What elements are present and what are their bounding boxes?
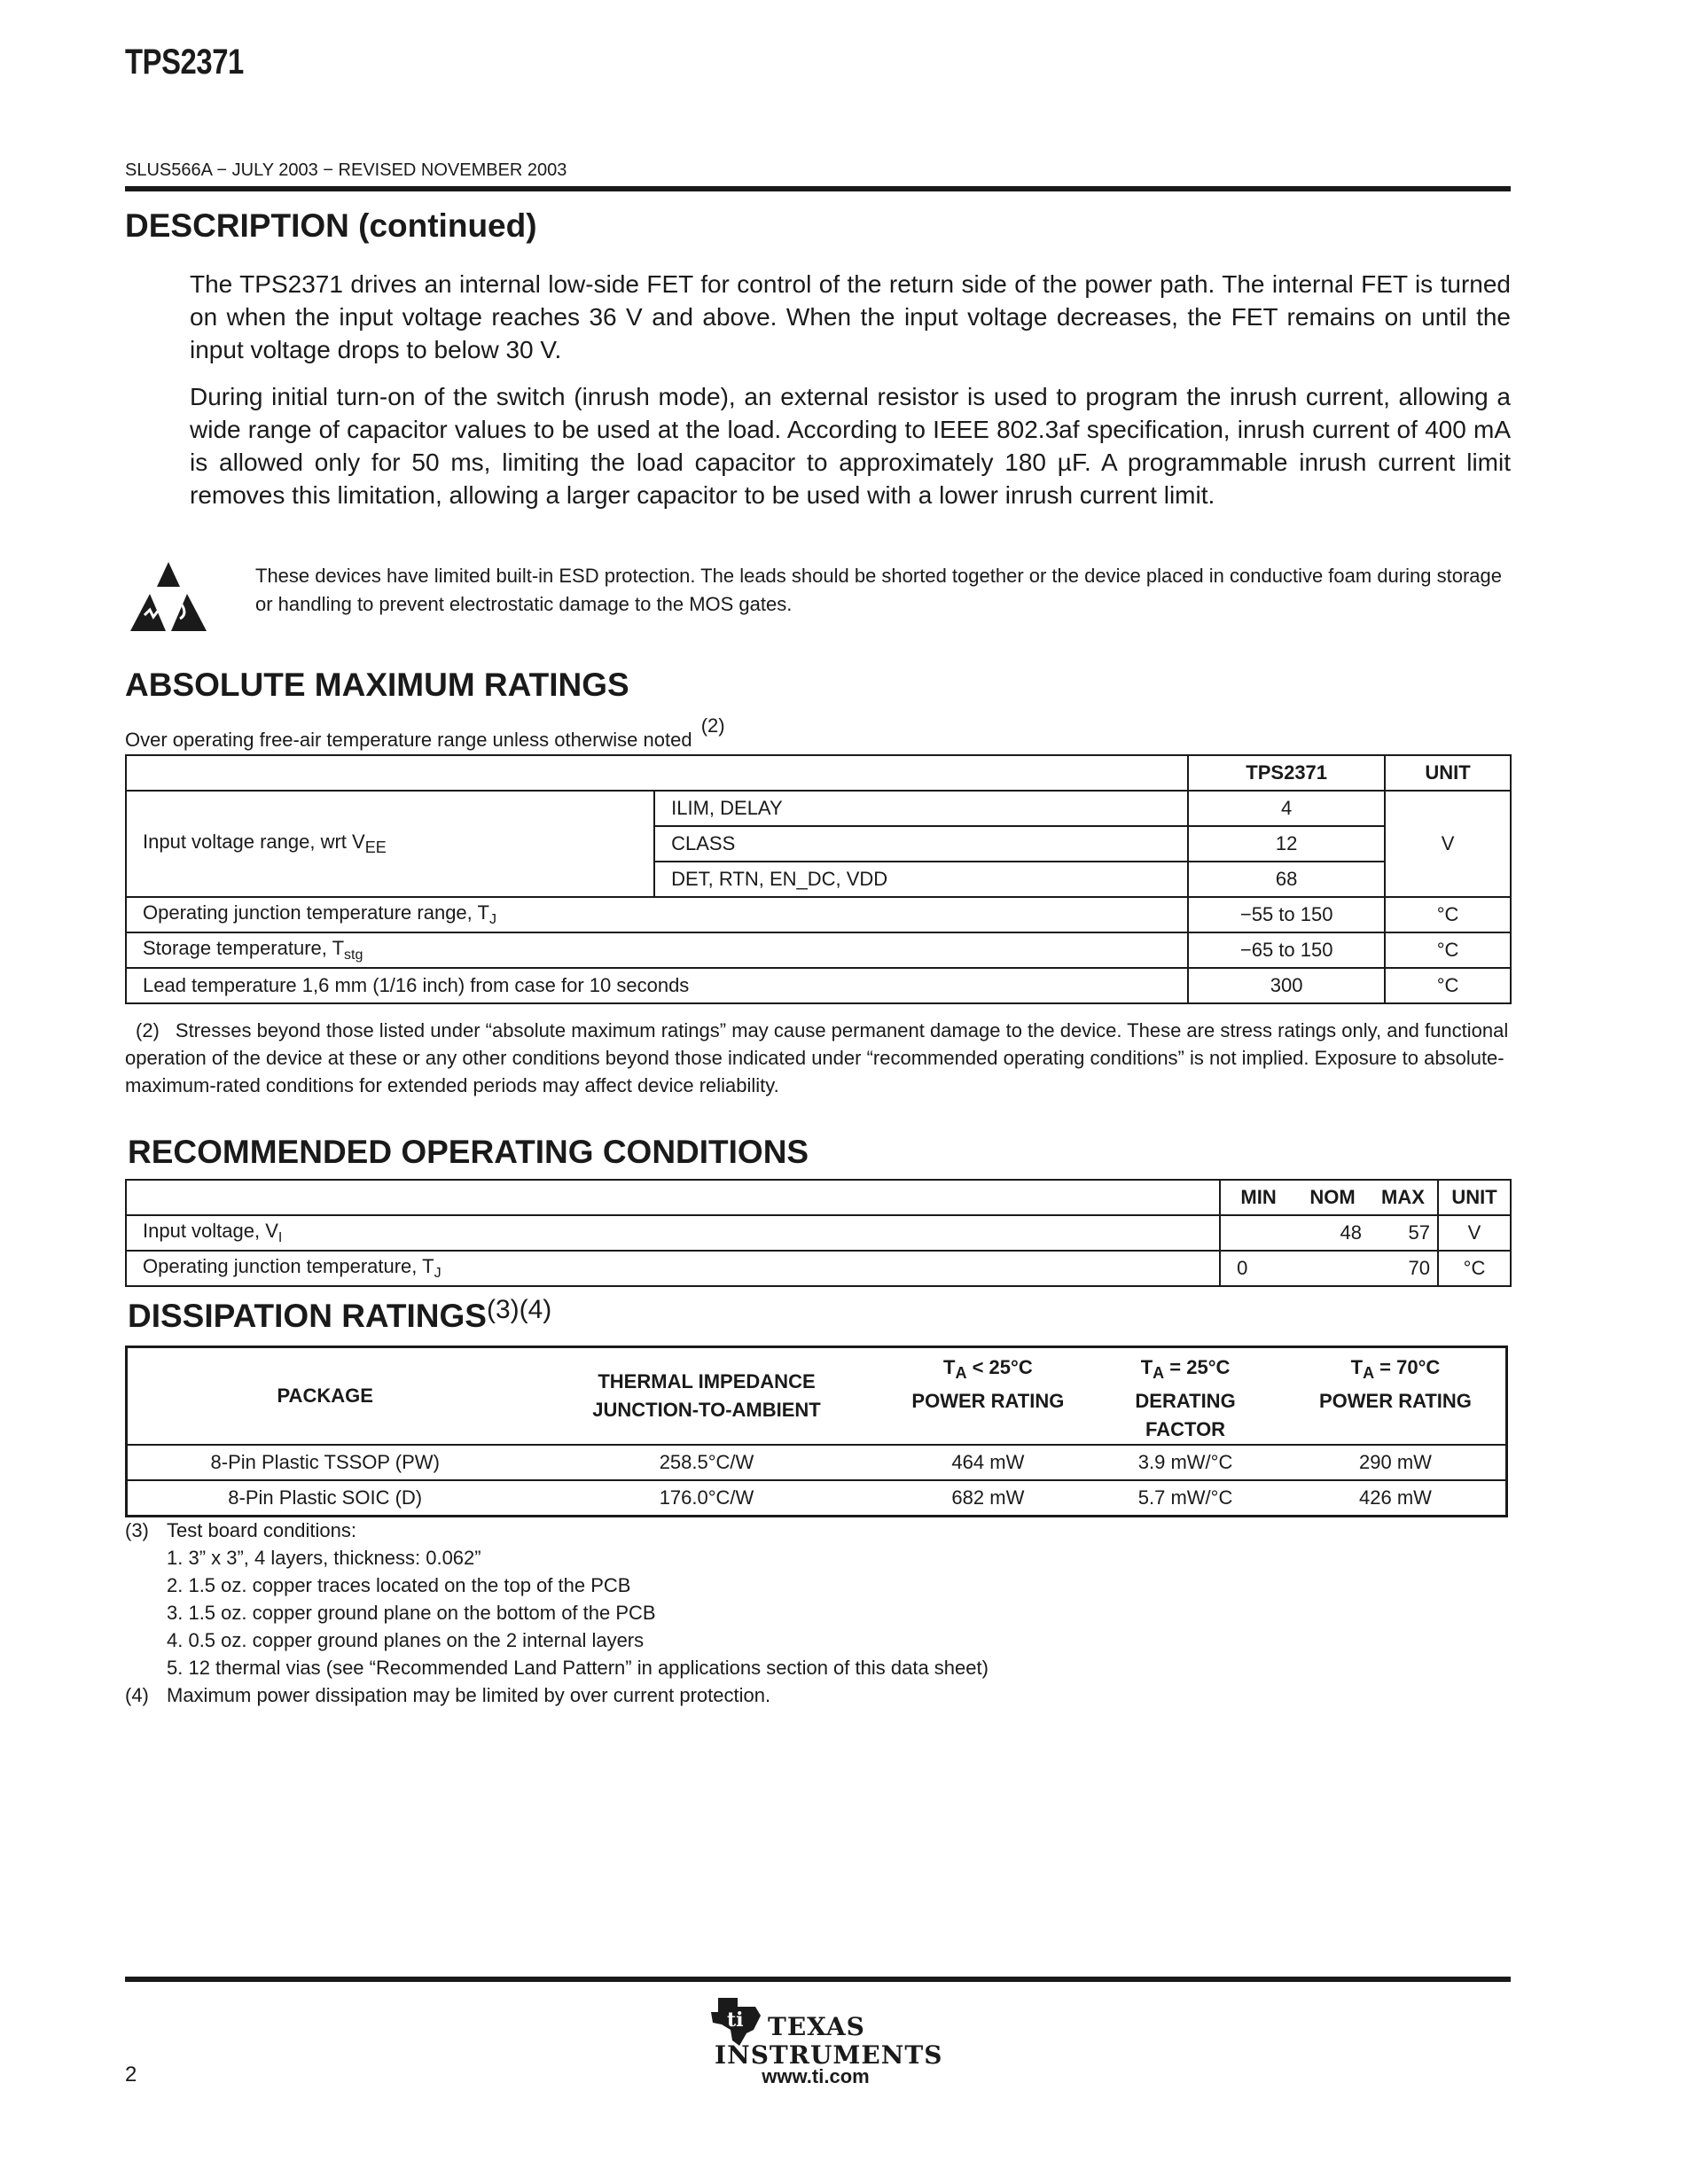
tstg-text: Storage temperature, T: [143, 937, 345, 959]
header-power-25-line1: [907, 1353, 1070, 1387]
abs-max-heading: ABSOLUTE MAXIMUM RATINGS: [125, 667, 629, 703]
abs-max-footnote-text: Stresses beyond those listed under “absolute maximum ratings” may cause permanent damage to the device. These are stress ratings only, and functional operation of the device at these or any other conditions beyond those indicated under “recommended operating conditions” is not implied. Exposure to absolute-maximum-rated conditions for extended periods may affect device reliability.: [125, 1019, 1509, 1096]
thermal-impedance: 176.0°C/W: [522, 1480, 890, 1517]
power-rating-25: 682 mW: [891, 1480, 1086, 1517]
part-number: TPS2371: [125, 43, 244, 82]
tstg-value: −65 to 150: [1188, 932, 1385, 968]
header-thermal-line2: JUNCTION-TO-AMBIENT: [592, 1399, 821, 1421]
tstg-sub: stg: [344, 948, 363, 963]
table-row: [126, 1251, 1511, 1286]
power-rating-70: 426 mW: [1286, 1480, 1507, 1517]
footnote-4-text: Maximum power dissipation may be limited by over current protection.: [167, 1684, 771, 1706]
roc-max: 70: [1369, 1251, 1438, 1286]
roc-label-sub: J: [434, 1266, 442, 1281]
description-heading: DESCRIPTION (continued): [125, 207, 537, 244]
header-power-70: [1286, 1347, 1507, 1446]
pin-group: ILIM, DELAY: [654, 791, 1188, 826]
list-item: 5. 12 thermal vias (see “Recommended Land Pattern” in applications section of this data sheet): [167, 1657, 989, 1679]
table-row: [126, 932, 1511, 968]
description-paragraph-2: During initial turn-on of the switch (inrush mode), an external resistor is used to program the inrush current, allowing a wide range of capacitor values to be used at the load. According to IEEE 802.3af specification, inrush current of 400 mA is allowed only for 50 ms, limiting the load capacitor to approximately 180 µF. A programmable inrush current limit removes this limitation, allowing a larger capacitor to be used with a lower inrush current limit.: [190, 383, 1511, 509]
header-power-70-line1: [1301, 1353, 1489, 1387]
rating-value: 68: [1188, 862, 1385, 897]
input-voltage-text: Input voltage range, wrt V: [143, 831, 365, 853]
footer-rule: [125, 1977, 1511, 1982]
package-name: 8-Pin Plastic TSSOP (PW): [127, 1445, 523, 1480]
logo-instruments: INSTRUMENTS: [715, 2040, 943, 2070]
ta-symbol: T: [1140, 1356, 1153, 1378]
header-package: PACKAGE: [127, 1347, 523, 1446]
list-item: 4. 0.5 oz. copper ground planes on the 2 internal layers: [167, 1629, 645, 1651]
header-blank: [126, 755, 1188, 791]
roc-label-text: Operating junction temperature, T: [143, 1255, 434, 1277]
table-row: [126, 968, 1511, 1003]
table-row: [126, 897, 1511, 932]
tstg-unit: °C: [1385, 932, 1511, 968]
roc-table: [125, 1179, 1512, 1287]
header-unit: UNIT: [1385, 755, 1511, 791]
ta-sub: A: [1363, 1364, 1375, 1382]
list-item: 2. 1.5 oz. copper traces located on the top of the PCB: [167, 1574, 631, 1596]
tj-unit: °C: [1385, 897, 1511, 932]
ta-sub: A: [1153, 1364, 1165, 1382]
header-rule: [125, 186, 1511, 191]
esd-note: These devices have limited built-in ESD protection. The leads should be shorted together or the device placed in conductive foam during storage or handling to prevent electrostatic damage to the MOS gates.: [255, 565, 1502, 615]
ta-cond: = 25°C: [1164, 1356, 1231, 1378]
header-derating: [1085, 1347, 1286, 1446]
header-derating-line2: DERATING: [1135, 1390, 1236, 1412]
thermal-impedance: 258.5°C/W: [522, 1445, 890, 1480]
roc-min: 0: [1220, 1251, 1296, 1286]
input-voltage-label: [126, 791, 654, 897]
roc-nom: [1296, 1251, 1369, 1286]
dissipation-heading: [128, 1295, 551, 1335]
roc-label: [126, 1215, 1220, 1251]
footnote-3-title: Test board conditions:: [167, 1519, 357, 1541]
rating-value: 12: [1188, 826, 1385, 862]
dissipation-heading-ref: (3)(4): [486, 1295, 552, 1324]
header-nom: NOM: [1296, 1180, 1369, 1215]
ta-cond: < 25°C: [966, 1356, 1033, 1378]
header-power-70-line2: POWER RATING: [1319, 1390, 1472, 1412]
roc-nom: 48: [1296, 1215, 1369, 1251]
header-derating-line1: [1101, 1353, 1270, 1387]
pin-group: DET, RTN, EN_DC, VDD: [654, 862, 1188, 897]
lead-temp-unit: °C: [1385, 968, 1511, 1003]
tj-label: [126, 897, 1188, 932]
lead-temp-label: Lead temperature 1,6 mm (1/16 inch) from case for 10 seconds: [126, 968, 1188, 1003]
table-header-row: [126, 1180, 1511, 1215]
power-rating-25: 464 mW: [891, 1445, 1086, 1480]
list-item: 3. 1.5 oz. copper ground plane on the bottom of the PCB: [167, 1602, 656, 1624]
description-paragraph-1: The TPS2371 drives an internal low-side FET for control of the return side of the power path. The internal FET is turned on when the input voltage reaches 36 V and above. When the input voltage decreases, the FET remains on until the input voltage drops to below 30 V.: [190, 270, 1511, 363]
roc-label-text: Input voltage, V: [143, 1220, 278, 1242]
header-min: MIN: [1220, 1180, 1296, 1215]
footnote-3-body: [167, 1517, 989, 1681]
abs-max-footnote: [125, 1017, 1511, 1099]
tj-value: −55 to 150: [1188, 897, 1385, 932]
tj-text: Operating junction temperature range, T: [143, 901, 489, 924]
abs-max-subtitle-text: Over operating free-air temperature range unless otherwise noted: [125, 729, 692, 751]
abs-max-subtitle-ref: (2): [700, 714, 725, 737]
roc-unit: V: [1438, 1215, 1511, 1251]
roc-unit: °C: [1438, 1251, 1511, 1286]
abs-max-subtitle: [125, 714, 725, 752]
footnote-3-ref: (3): [125, 1519, 149, 1541]
header-thermal-line1: THERMAL IMPEDANCE: [598, 1370, 816, 1392]
abs-max-table: [125, 754, 1512, 1004]
logo-texas: TEXAS: [768, 2012, 865, 2041]
footnote-3-row: [125, 1517, 1511, 1681]
table-row: [126, 1215, 1511, 1251]
ta-cond: = 70°C: [1374, 1356, 1441, 1378]
roc-label: [126, 1251, 1220, 1286]
table-row: [126, 791, 1511, 826]
derating-factor: 5.7 mW/°C: [1085, 1480, 1286, 1517]
power-rating-70: 290 mW: [1286, 1445, 1507, 1480]
derating-factor: 3.9 mW/°C: [1085, 1445, 1286, 1480]
dissipation-heading-text: DISSIPATION RATINGS: [128, 1298, 487, 1334]
roc-label-sub: I: [277, 1230, 283, 1245]
footnote-4-ref: (4): [125, 1684, 149, 1706]
header-derating-line3: FACTOR: [1145, 1418, 1226, 1440]
ta-symbol: T: [943, 1356, 956, 1378]
lead-temp-value: 300: [1188, 968, 1385, 1003]
input-voltage-unit: V: [1385, 791, 1511, 897]
table-header-row: [126, 755, 1511, 791]
roc-min: [1220, 1215, 1296, 1251]
header-blank: [126, 1180, 1220, 1215]
ta-sub: A: [955, 1364, 967, 1382]
dissipation-footnote-3: [125, 1517, 1511, 1709]
abs-max-footnote-ref: (2): [136, 1019, 160, 1041]
header-power-25-line2: POWER RATING: [911, 1390, 1065, 1412]
pin-group: CLASS: [654, 826, 1188, 862]
table-row: [127, 1480, 1507, 1517]
list-item: 1. 3” x 3”, 4 layers, thickness: 0.062”: [167, 1547, 481, 1569]
dissipation-table: [125, 1346, 1508, 1517]
table-row: [127, 1445, 1507, 1480]
package-name: 8-Pin Plastic SOIC (D): [127, 1480, 523, 1517]
header-part: TPS2371: [1188, 755, 1385, 791]
footnote-4-row: [125, 1681, 1511, 1709]
roc-max: 57: [1369, 1215, 1438, 1251]
tstg-label: [126, 932, 1188, 968]
website-url: www.ti.com: [762, 2065, 870, 2087]
header-max: MAX: [1369, 1180, 1438, 1215]
header-power-25: [891, 1347, 1086, 1446]
document-id: SLUS566A − JULY 2003 − REVISED NOVEMBER 2003: [125, 160, 567, 180]
ta-symbol: T: [1350, 1356, 1364, 1378]
table-header-row: [127, 1347, 1507, 1446]
rating-value: 4: [1188, 791, 1385, 826]
header-unit: UNIT: [1438, 1180, 1511, 1215]
input-voltage-sub: EE: [364, 838, 387, 856]
header-thermal: [522, 1347, 890, 1446]
page-number: 2: [125, 2063, 137, 2086]
roc-heading: RECOMMENDED OPERATING CONDITIONS: [128, 1134, 809, 1170]
esd-warning-icon: [130, 562, 207, 633]
svg-text:ti: ti: [727, 2008, 744, 2032]
tj-sub: J: [488, 912, 496, 927]
